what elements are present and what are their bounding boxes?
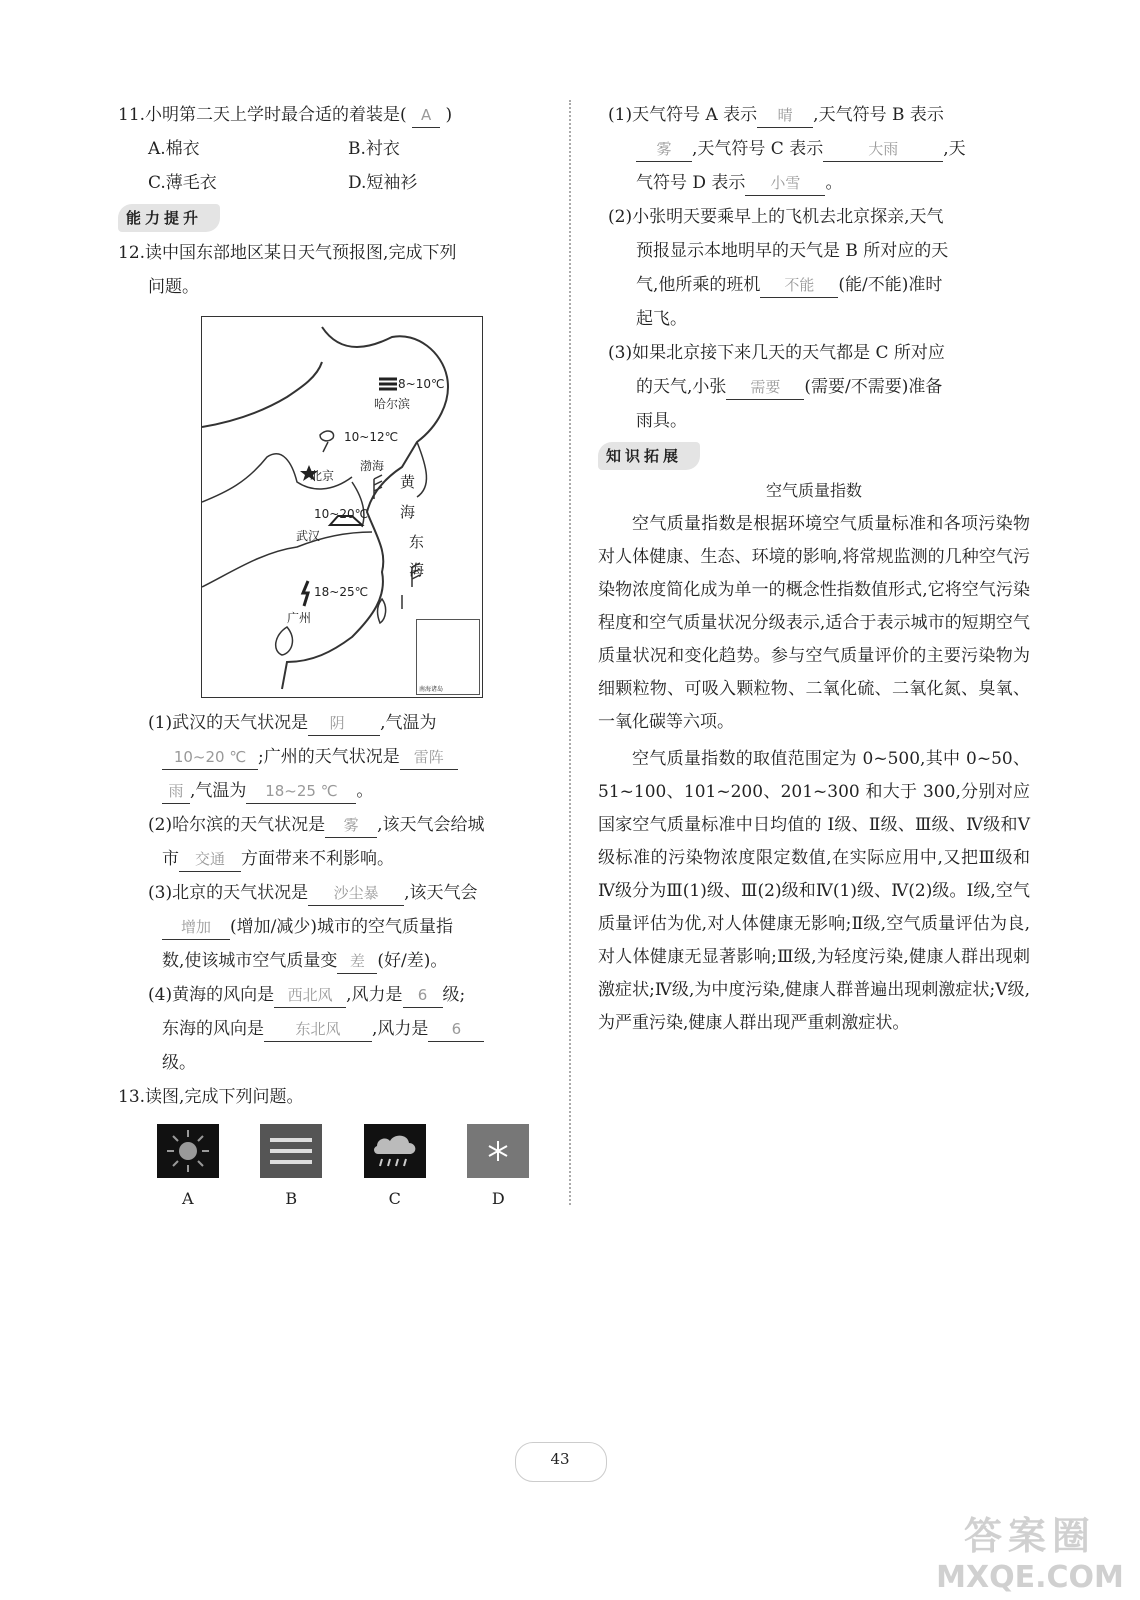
weather-symbol-d (447, 1124, 551, 1208)
left-column (118, 98, 550, 1208)
q13-p3-answer-1: 需要 (726, 375, 804, 400)
map-beijing-label: 北京 (310, 469, 335, 483)
map-huanghai-label-1: 黄 (400, 473, 416, 491)
q12-p1-answer-4: 18~25 ℃ (246, 779, 356, 804)
map-bohai-label: 渤海 (360, 459, 385, 473)
q11-option-a: A.棉衣 (148, 139, 200, 159)
q13-part1-line2: 雾 ,天气符号 C 表示 大雨 ,天 (598, 132, 1030, 166)
q13-p1-answer-2: 雾 (636, 137, 692, 162)
q12-part1-line1: (1)武汉的天气状况是 阴 ,气温为 (118, 706, 550, 740)
aqi-paragraph-1: 空气质量指数是根据环境空气质量标准和各项污染物对人体健康、生态、环境的影响,将常规监测的几种空气污染物浓度简化成为单一的概念性指数值形式,它将空气污染程度和空气质量状况分级表示,适合于表示城市的短期空气质量状况和变化趋势。参与空气质量评价的主要污染物为细颗粒物、可吸入颗粒物、二氧化硫、二氧化氮、臭氧、一氧化碳等六项。 (598, 514, 1030, 732)
q13-p2-answer-1: 不能 (760, 273, 838, 298)
q12-p3-answer-3: 差 (337, 949, 377, 974)
page-number: 43 (550, 1450, 570, 1468)
aqi-title: 空气质量指数 (765, 481, 862, 500)
watermark-line-2: MXQE.COM (936, 1560, 1124, 1595)
q12-p3-answer-2: 增加 (162, 915, 230, 940)
watermark (935, 1505, 1125, 1595)
map-donghai-label-1: 东 (409, 533, 425, 551)
q12-part4-line1: (4)黄海的风向是 西北风 ,风力是 6 级; (118, 978, 550, 1012)
section-tag-knowledge: 知识拓展 (598, 442, 700, 470)
q12-p2-answer-1: 雾 (325, 813, 377, 838)
q12-part3-line3: 数,使该城市空气质量变 差 (好/差)。 (118, 944, 550, 978)
q13-stem: 13.读图,完成下列问题。 (118, 1087, 304, 1107)
weather-symbol-b-label: B (285, 1189, 298, 1208)
q13-part3-line1: (3)如果北京接下来几天的天气都是 C 所对应 (608, 343, 945, 363)
sunny-icon (157, 1124, 219, 1178)
map-harbin-temp: 8~10℃ (398, 377, 445, 391)
map-wuhan-temp: 10~20℃ (314, 507, 369, 521)
q13-part1-line3: 气符号 D 表示 小雪 。 (598, 166, 1030, 200)
weather-symbol-a (136, 1124, 240, 1208)
q11-option-b: B.衬衣 (348, 139, 400, 159)
q11-answer: A (412, 103, 440, 128)
q11-stem: 11.小明第二天上学时最合适的着装是( A ) (118, 98, 550, 132)
q11-options-row2 (118, 166, 550, 200)
q13-part2-line2: 预报显示本地明早的天气是 B 所对应的天 (636, 241, 949, 261)
map-donghai-label-2: 海 (409, 561, 425, 579)
q11-option-c: C.薄毛衣 (148, 173, 217, 193)
q12-part3-line1: (3)北京的天气状况是 沙尘暴 ,该天气会 (118, 876, 550, 910)
watermark-line-1: 答案圈 (963, 1514, 1096, 1558)
heavy-rain-icon (364, 1124, 426, 1178)
weather-symbol-a-label: A (181, 1189, 194, 1208)
q12-p1-answer-1: 阴 (308, 711, 380, 736)
map-harbin-label: 哈尔滨 (374, 397, 411, 411)
light-snow-icon (467, 1124, 529, 1178)
q13-part3-line3: 雨具。 (636, 411, 687, 431)
q13-part2-line1: (2)小张明天要乘早上的飞机去北京探亲,天气 (608, 207, 944, 227)
right-column (598, 98, 1030, 1040)
map-wuhan-label: 武汉 (296, 529, 321, 543)
weather-symbol-b (240, 1124, 344, 1208)
column-divider (569, 100, 571, 1205)
q13-p1-answer-4: 小雪 (745, 171, 825, 196)
south-china-sea-inset (416, 619, 480, 695)
q12-part3-line2: 增加 (增加/减少)城市的空气质量指 (118, 910, 550, 944)
weather-symbols (136, 1124, 550, 1208)
q12-part2-line1: (2)哈尔滨的天气状况是 雾 ,该天气会给城 (118, 808, 550, 842)
weather-symbol-d-label: D (491, 1189, 505, 1208)
inset-label: 南海诸岛 (419, 686, 444, 693)
q12-p1-answer-2: 10~20 ℃ (162, 745, 258, 770)
q13-p1-answer-1: 晴 (757, 103, 813, 128)
q12-p4-answer-3: 东北风 (264, 1017, 372, 1042)
q12-p3-answer-1: 沙尘暴 (308, 881, 404, 906)
weather-symbol-c-label: C (388, 1189, 401, 1208)
q12-p1-answer-3b: 雨 (162, 779, 190, 804)
q13-part3-line2: 的天气,小张 需要 (需要/不需要)准备 (598, 370, 1030, 404)
map-guangzhou-label: 广州 (287, 611, 312, 625)
q12-part4-line3: 级。 (162, 1053, 196, 1073)
q11-option-d: D.短袖衫 (348, 173, 418, 193)
aqi-paragraph-2: 空气质量指数的取值范围定为 0~500,其中 0~50、51~100、101~200、201~300 和大于 300,分别对应国家空气质量标准中日均值的 Ⅰ级、Ⅱ级、Ⅲ级、Ⅳ级和Ⅴ级标准的污染物浓度限定数值,在实际应用中,又把Ⅲ级和Ⅳ级分为Ⅲ(1)级、Ⅲ(2)级和Ⅳ(1)级、Ⅳ(2)级。Ⅰ级,空气质量评估为优,对人体健康无影响;Ⅱ级,空气质量评估为良,对人体健康无显著影响;Ⅲ级,为轻度污染,健康人群出现刺激症状;Ⅳ级,为中度污染,健康人群普遍出现刺激症状;Ⅴ级,为严重污染,健康人群出现严重刺激症状。 (598, 749, 1030, 1033)
weather-symbol-c (343, 1124, 447, 1208)
section-tag-ability: 能力提升 (118, 204, 220, 232)
map-huanghai-label-2: 海 (400, 503, 416, 521)
q11-options-row1 (118, 132, 550, 166)
q12-p1-answer-3a: 雷阵 (400, 745, 458, 770)
map-guangzhou-temp: 18~25℃ (314, 585, 369, 599)
q12-stem-line2: 问题。 (148, 277, 199, 297)
q12-p4-answer-1: 西北风 (274, 983, 346, 1008)
fog-icon (260, 1124, 322, 1178)
weather-forecast-map (201, 316, 483, 698)
q12-p4-answer-2: 6 (403, 983, 443, 1008)
q12-part1-line2: 10~20 ℃ ;广州的天气状况是 雷阵 (118, 740, 550, 774)
q13-part2-line4: 起飞。 (636, 309, 687, 329)
q12-stem-line1: 12.读中国东部地区某日天气预报图,完成下列 (118, 243, 457, 263)
q12-part2-line2: 市 交通 方面带来不利影响。 (118, 842, 550, 876)
q12-part4-line2: 东海的风向是 东北风 ,风力是 6 (118, 1012, 550, 1046)
q13-part1-line1: (1)天气符号 A 表示 晴 ,天气符号 B 表示 (598, 98, 1030, 132)
q13-part2-line3: 气,他所乘的班机 不能 (能/不能)准时 (598, 268, 1030, 302)
q12-part1-line3: 雨 ,气温为 18~25 ℃ 。 (118, 774, 550, 808)
q12-p2-answer-2: 交通 (179, 847, 241, 872)
q13-p1-answer-3: 大雨 (823, 137, 943, 162)
map-beijing-temp: 10~12℃ (344, 430, 399, 444)
q12-p4-answer-4: 6 (428, 1017, 484, 1042)
